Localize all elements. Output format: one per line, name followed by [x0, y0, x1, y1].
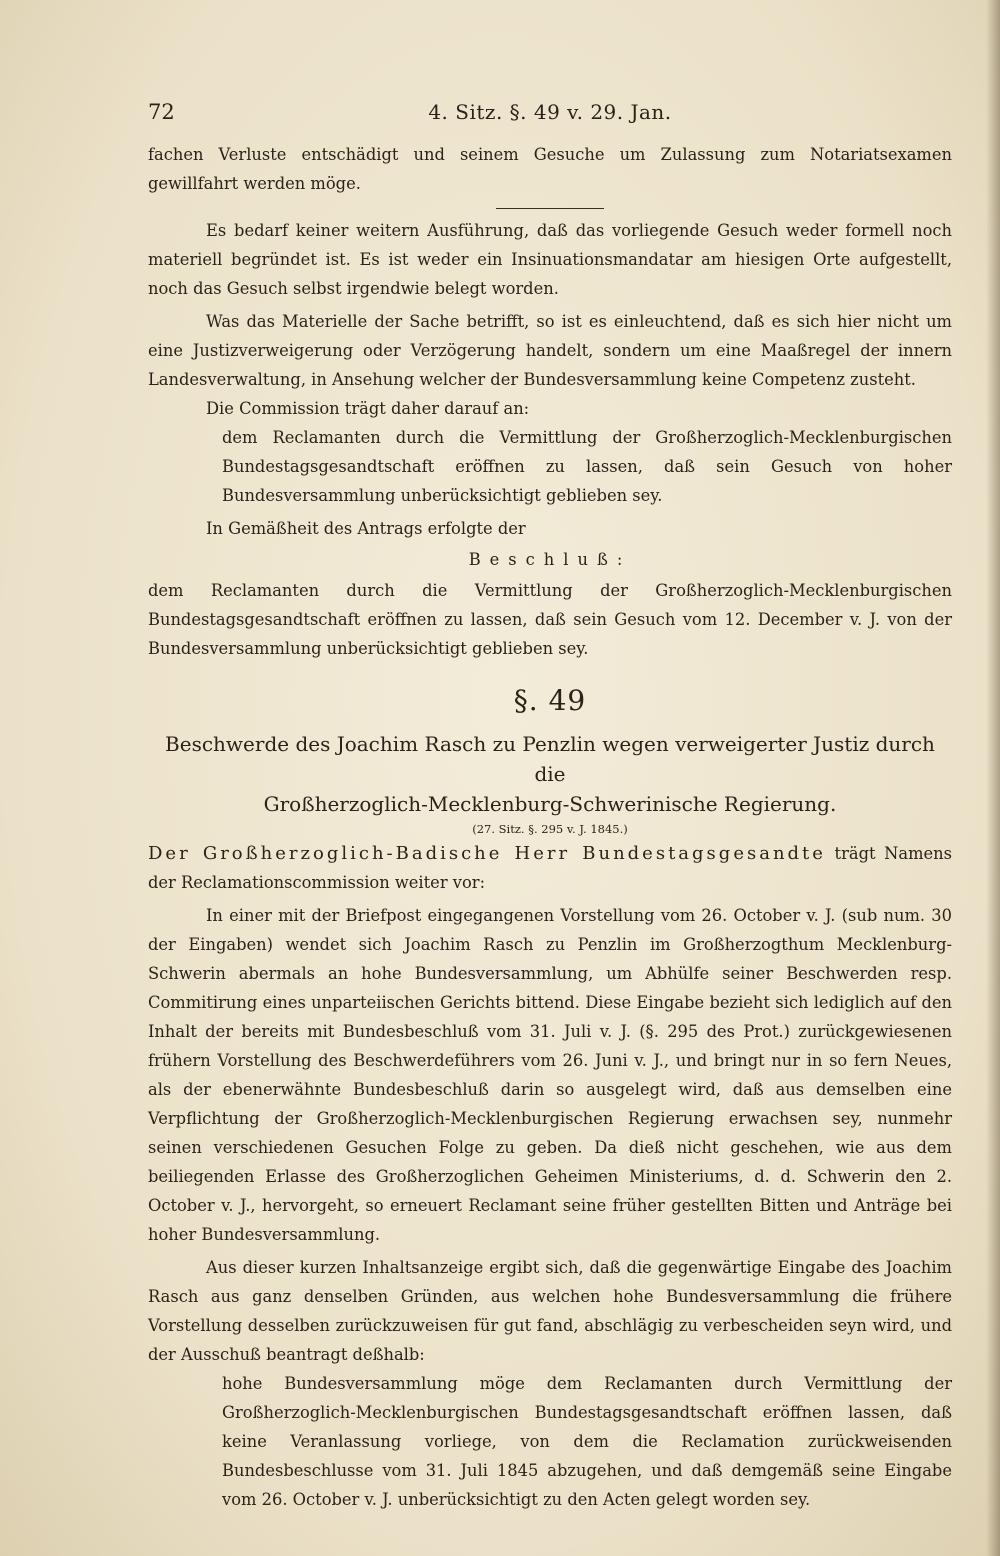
speaker-action: trägt Namens der Reclamationscommission weiter vor:	[148, 844, 952, 892]
running-head: 4. Sitz. §. 49 v. 29. Jan.	[428, 100, 672, 124]
speaker-name: Der Großherzoglich-Badische Herr Bundestagsgesandte	[148, 843, 826, 864]
section-reference: (27. Sitz. §. 295 v. J. 1845.)	[472, 822, 628, 836]
paragraph: Die Commission trägt daher darauf an:	[206, 399, 530, 418]
page-body	[148, 140, 952, 1514]
page-number: 72	[148, 100, 175, 124]
separator-rule	[496, 208, 604, 209]
paragraph: In einer mit der Briefpost eingegangenen Vorstellung vom 26. October v. J. (sub num. 30 der Eingaben) wendet sich Joachim Rasch zu Penzlin im Großherzogthum Mecklenburg-Schwerin abermals an hohe Bundesversammlung, um Abhülfe seiner Beschwerden resp. Commitirung eines unparteiischen Gerichts bittend. Diese Eingabe bezieht sich lediglich auf den Inhalt der bereits mit Bundesbeschluß vom 31. Juli v. J. (§. 295 des Prot.) zurückgewiesenen frühern Vorstellung des Beschwerdeführers vom 26. Juni v. J., und bringt nur in so fern Neues, als der ebenerwähnte Bundesbeschluß darin so ausgelegt wird, daß aus demselben eine Verpflichtung der Großherzoglich-Mecklenburgischen Regierung erwachsen sey, nunmehr seinen verschiedenen Gesuchen Folge zu geben. Da dieß nicht geschehen, wie aus dem beiliegenden Erlasse des Großherzoglichen Geheimen Ministeriums, d. d. Schwerin den 2. October v. J., hervorgeht, so erneuert Reclamant seine früher gestellten Bitten und Anträge bei hoher Bundesversammlung.	[148, 906, 952, 1244]
resolution-heading: Beschluß:	[468, 550, 632, 569]
commission-motion: dem Reclamanten durch die Vermittlung der Großherzoglich-Mecklenburgischen Bundestagsgesandtschaft eröffnen zu lassen, daß sein Gesuch von hoher Bundesversammlung unberücksichtigt geblieben sey.	[222, 428, 952, 505]
paragraph: Was das Materielle der Sache betrifft, so ist es einleuchtend, daß es sich hier nicht um eine Justizverweigerung oder Verzögerung handelt, sondern um eine Maaßregel der innern Landesverwaltung, in Ansehung welcher der Bundesversammlung keine Competenz zusteht.	[148, 312, 952, 389]
paragraph: Aus dieser kurzen Inhaltsanzeige ergibt sich, daß die gegenwärtige Eingabe des Joachim Rasch aus ganz denselben Gründen, aus welchen hohe Bundesversammlung die frühere Vorstellung desselben zurückzuweisen für gut fand, abschlägig zu verbescheiden seyn wird, und der Ausschuß beantragt deßhalb:	[148, 1258, 952, 1364]
section-heading-line-1: Beschwerde des Joachim Rasch zu Penzlin wegen verweigerter Justiz durch die	[165, 732, 935, 786]
paragraph: fachen Verluste entschädigt und seinem Gesuche um Zulassung zum Notariatsexamen gewillfahrt werden möge.	[148, 145, 952, 193]
committee-motion: hohe Bundesversammlung möge dem Reclamanten durch Vermittlung der Großherzoglich-Mecklenburgischen Bundestagsgesandtschaft eröffnen lassen, daß keine Veranlassung vorliege, von dem die Reclamation zurückweisenden Bundesbeschlusse vom 31. Juli 1845 abzugehen, und daß demgemäß seine Eingabe vom 26. October v. J. unberücksichtigt zu den Acten gelegt worden sey.	[222, 1374, 952, 1509]
resolution-text: dem Reclamanten durch die Vermittlung der Großherzoglich-Mecklenburgischen Bundestagsgesandtschaft eröffnen zu lassen, daß sein Gesuch vom 12. December v. J. von der Bundesversammlung unberücksichtigt geblieben sey.	[148, 581, 952, 658]
paragraph	[148, 839, 952, 897]
section-number: §. 49	[513, 684, 587, 717]
page-header	[148, 100, 952, 136]
section-heading-line-2: Großherzoglich-Mecklenburg-Schwerinische Regierung.	[263, 792, 837, 816]
paragraph: Es bedarf keiner weitern Ausführung, daß das vorliegende Gesuch weder formell noch materiell begründet ist. Es ist weder ein Insinuationsmandatar am hiesigen Orte aufgestellt, noch das Gesuch selbst irgendwie belegt worden.	[148, 221, 952, 298]
paragraph: In Gemäßheit des Antrags erfolgte der	[206, 519, 526, 538]
page-edge-shadow	[986, 0, 1000, 1556]
